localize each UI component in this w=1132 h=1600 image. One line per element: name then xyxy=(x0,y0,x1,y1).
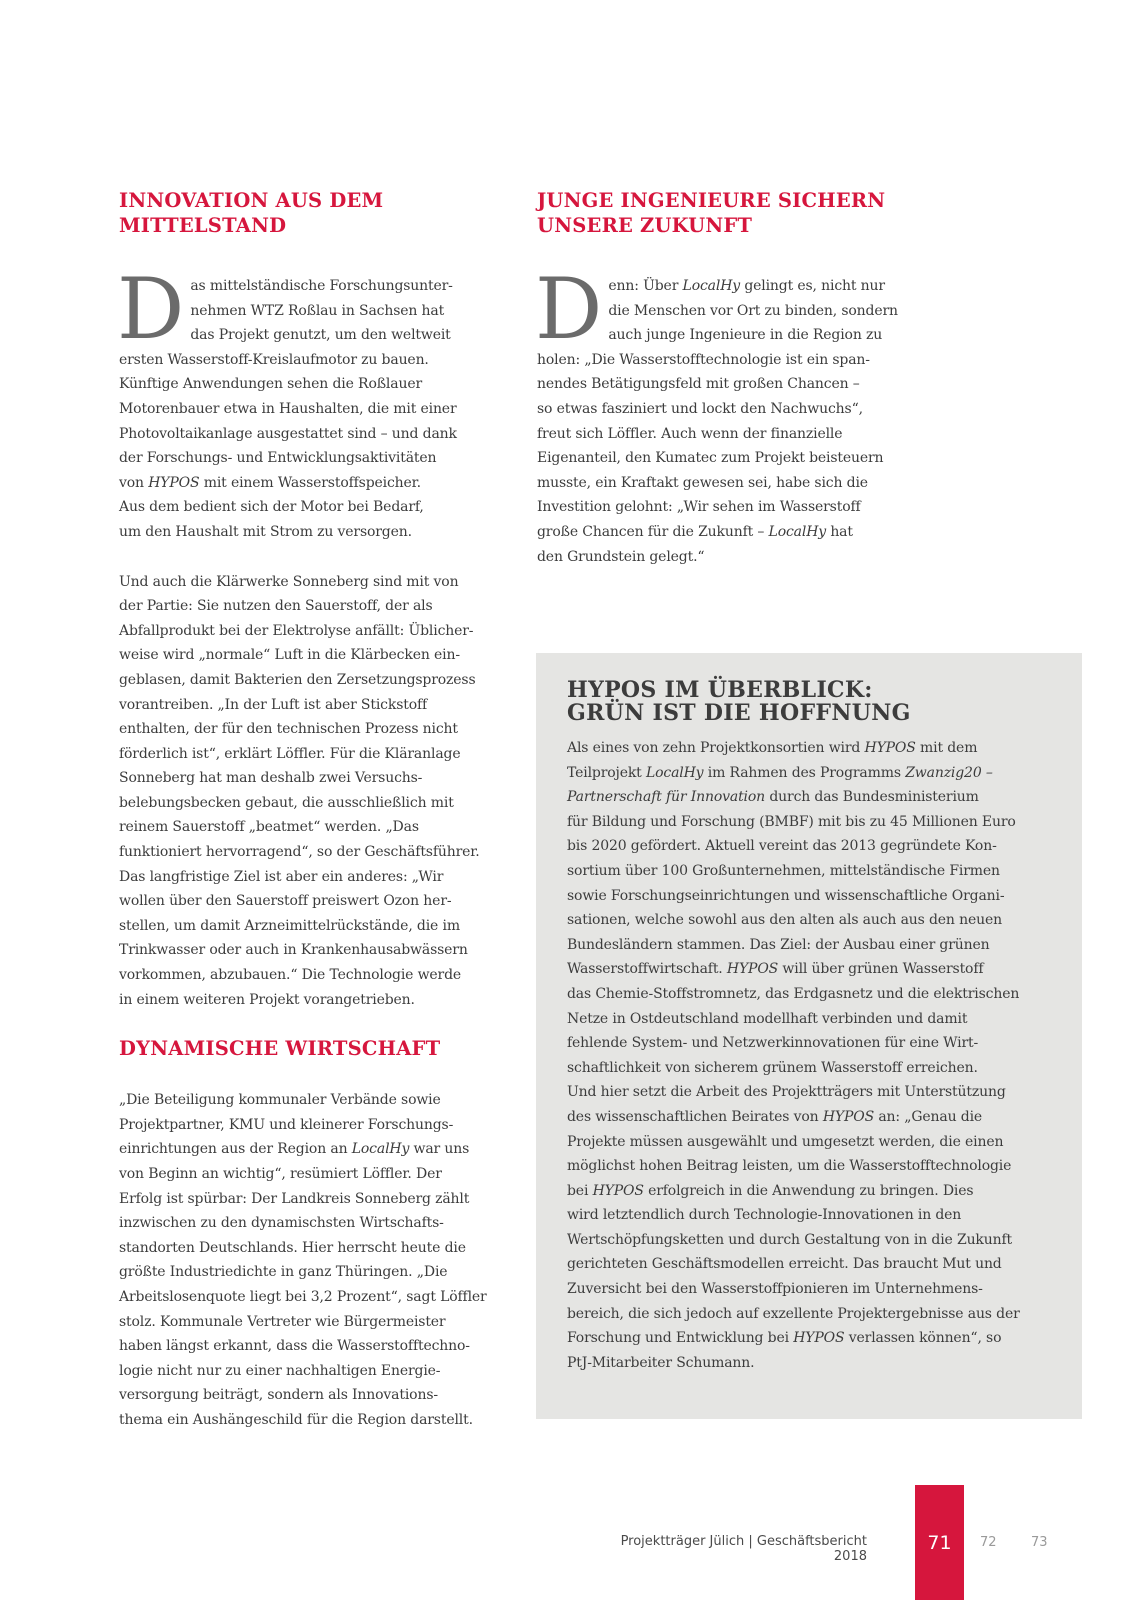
paragraph-junge xyxy=(535,260,922,569)
dropcap: D xyxy=(117,260,185,358)
info-box-hypos xyxy=(536,653,1082,1419)
paragraph-junge-text: enn: Über LocalHy gelingt es, nicht nur die Menschen vor Ort zu binden, sondern auch junge Ingenieure in die Region zu holen: „Die Wasserstofftechnologie ist ein span- nendes Betätigungsfeld mit großen Chancen – so etwas fasziniert und lockt den Nachwuchs“, freut sich Löffler. Auch wenn der finanzielle Eigenanteil, den Kumatec zum Projekt beisteuern musste, ein Kraftakt gewesen sei, habe sich die Investition gelohnt: „Wir sehen im Wasserstoff große Chancen für die Zukunft – LocalHy hat den Grundstein gelegt.“ xyxy=(537,278,898,565)
heading-junge-ingenieure xyxy=(537,188,922,238)
heading-dynamische-wirtschaft: DYNAMISCHE WIRTSCHAFT xyxy=(119,1037,441,1061)
dropcap: D xyxy=(535,260,603,358)
footer-publication: Projektträger Jülich | Geschäftsbericht 2018 xyxy=(620,1534,867,1564)
page-number-current[interactable]: 71 xyxy=(915,1485,964,1600)
right-column xyxy=(537,188,922,569)
heading-junge-line1: JUNGE INGENIEURE SICHERN xyxy=(537,189,886,212)
left-column xyxy=(119,188,504,1433)
info-box-heading xyxy=(567,679,1067,725)
paragraph-wtz-text: as mittelständische Forschungsunter- nehmen WTZ Roßlau in Sachsen hat das Projekt genutzt, um den weltweit ersten Wasserstoff-Kreislaufmotor zu bauen. Künftige Anwendungen sehen die Roßlauer Motorenbauer etwa in Haushalten, die mit einer Photovoltaikanlage ausgestattet sind – und dank der Forschungs- und Entwicklungsaktivitäten von HYPOS mit einem Wasserstoffspeicher. Aus dem bedient sich der Motor bei Bedarf, um den Haushalt mit Strom zu versorgen. xyxy=(119,278,457,540)
page-number-next2[interactable]: 73 xyxy=(1031,1535,1048,1550)
paragraph-klaerwerke: Und auch die Klärwerke Sonneberg sind mit von der Partie: Sie nutzen den Sauerstoff, der als Abfallprodukt bei der Elektrolyse anfällt: Üblicher- weise wird „normale“ Luft in die Klärbecken ein- geblasen, damit Bakterien den Zersetzungsprozess vorantreiben. „In der Luft ist aber Stickstoff enthalten, der für den technischen Prozess nicht förderlich ist“, erklärt Löffler. Für die Kläranlage Sonneberg hat man deshalb zwei Versuchs- belebungsbecken gebaut, die ausschließlich mit reinem Sauerstoff „beatmet“ werden. „Das funktioniert hervorragend“, so der Geschäftsführer. Das langfristige Ziel ist aber ein anderes: „Wir wollen über den Sauerstoff preiswert Ozon her- stellen, um damit Arzneimittelrückstände, die im Trinkwasser oder auch in Krankenhausabwässern vorkommen, abzubauen.“ Die Technologie werde in einem weiteren Projekt vorangetrieben. xyxy=(119,573,480,1008)
heading-innovation-line2: MITTELSTAND xyxy=(119,214,287,237)
heading-innovation xyxy=(119,188,504,238)
page-number-next[interactable]: 72 xyxy=(980,1535,997,1550)
info-box-text: Als eines von zehn Projektkonsortien wird HYPOS mit dem Teilprojekt LocalHy im Rahmen des Programms Zwanzig20 – Partnerschaft für Innovation durch das Bundesministerium für Bildung und Forschung (BMBF) mit bis zu 45 Millionen Euro bis 2020 gefördert. Aktuell vereint das 2013 gegründete Kon- sortium über 100 Großunternehmen, mittelständische Firmen sowie Forschungseinrichtungen und wissenschaftliche Organi- sationen, welche sowohl aus den alten als auch aus den neuen Bundesländern stammen. Das Ziel: der Ausbau einer grünen Wasserstoffwirtschaft. HYPOS will über grünen Wasserstoff das Chemie-Stoffstromnetz, das Erdgasnetz und die elektrischen Netze in Ostdeutschland modellhaft verbinden und damit fehlende System- und Netzwerkinnovationen für eine Wirt- schaftlichkeit von sicherem grünem Wasserstoff erreichen. Und hier setzt die Arbeit des Projektträgers mit Unterstützung des wissenschaftlichen Beirates von HYPOS an: „Genau die Projekte müssen ausgewählt und umgesetzt werden, die einen möglichst hohen Beitrag leisten, um die Wasserstofftechnologie bei HYPOS erfolgreich in die Anwendung zu bringen. Dies wird letztendlich durch Technologie-Innovationen in den Wertschöpfungsketten und durch Gestaltung von in die Zukunft gerichteten Geschäftsmodellen erreicht. Das braucht Mut und Zuversicht bei den Wasserstoffpionieren im Unternehmens- bereich, die sich jedoch auf exzellente Projektergebnisse aus der Forschung und Entwicklung bei HYPOS verlassen können“, so PtJ-Mitarbeiter Schumann. xyxy=(567,740,1020,1371)
paragraph-wtz xyxy=(117,260,504,545)
info-box-heading-line1: HYPOS IM ÜBERBLICK: xyxy=(567,677,873,703)
paragraph-dynamische-wirtschaft: „Die Beteiligung kommunaler Verbände sowie Projektpartner, KMU und kleinerer Forschungs- einrichtungen aus der Region an LocalHy war uns von Beginn an wichtig“, resümiert Löffler. Der Erfolg ist spürbar: Der Landkreis Sonneberg zählt inzwischen zu den dynamischsten Wirtschafts- standorten Deutschlands. Hier herrscht heute die größte Industriedichte in ganz Thüringen. „Die Arbeitslosenquote liegt bei 3,2 Prozent“, sagt Löffler stolz. Kommunale Vertreter wie Bürgermeister haben längst erkannt, dass die Wasserstofftechno- logie nicht nur zu einer nachhaltigen Energie- versorgung beiträgt, sondern als Innovations- thema ein Aushängeschild für die Region darstellt. xyxy=(119,1092,487,1428)
heading-junge-line2: UNSERE ZUKUNFT xyxy=(537,214,753,237)
heading-innovation-line1: INNOVATION AUS DEM xyxy=(119,189,384,212)
info-box-heading-line2: GRÜN IST DIE HOFFNUNG xyxy=(567,700,911,726)
